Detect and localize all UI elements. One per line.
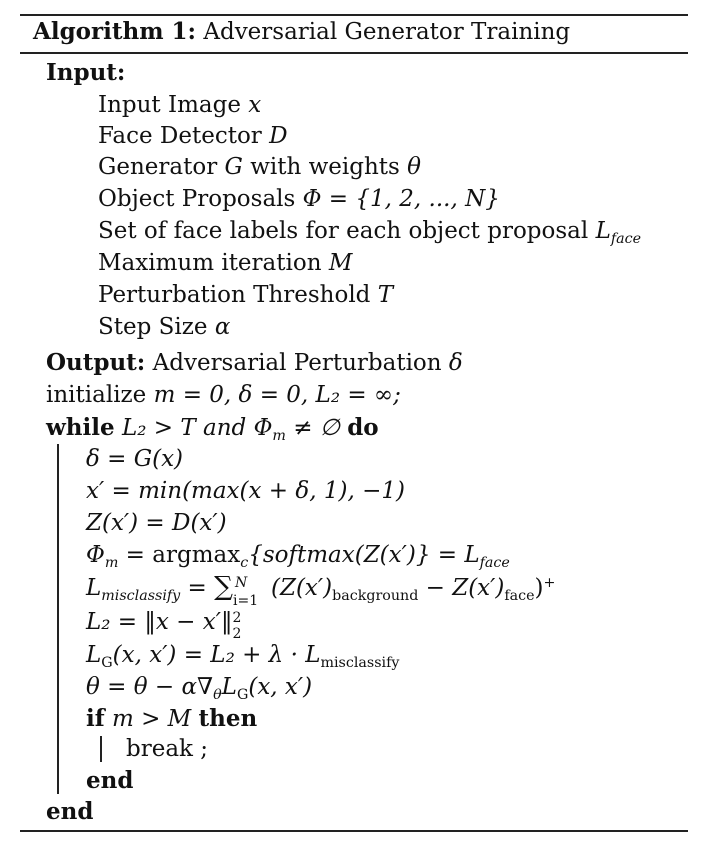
top-rule bbox=[20, 14, 688, 16]
input-item-image: Input Image x bbox=[98, 92, 262, 118]
step-l2-norm: L₂ = ‖x − x′‖ 2 2 bbox=[86, 609, 242, 642]
if-line: if m > M then bbox=[86, 705, 258, 732]
sum-limits: N i=1 bbox=[233, 575, 259, 609]
input-item-threshold: Perturbation Threshold T bbox=[98, 282, 394, 308]
if-block-bar bbox=[100, 736, 102, 762]
input-item-generator: Generator G with weights θ bbox=[98, 154, 422, 180]
step-update-weights: $\theta = \theta - \alpha\nabla_\theta L_G(x$, x′) bbox=[86, 674, 313, 703]
while-block-bar bbox=[57, 444, 59, 794]
initialize-line: initialize m = 0, δ = 0, L₂ = ∞; bbox=[46, 382, 401, 408]
while-line: while L₂ > T and $\Phi_m$ ≠ ∅ do bbox=[46, 414, 379, 444]
input-item-detector: Face Detector D bbox=[98, 123, 288, 149]
input-item-proposals: Object Proposals Φ = {1, 2, ..., N} bbox=[98, 186, 500, 212]
output-line: Output: Adversarial Perturbation δ bbox=[46, 349, 463, 376]
step-generator-loss: $L_G(x$, $x') = L_2 + \lambda \cdot L_{misclassify}$ bbox=[86, 642, 400, 671]
step-argmax: $\Phi_m$ = argmax$_c${softmax(Z(x′)} = $L_{face}$ bbox=[86, 542, 510, 571]
input-item-max-iteration: Maximum iteration M bbox=[98, 250, 353, 276]
break-statement: break ; bbox=[126, 736, 209, 762]
input-item-step-size: Step Size α bbox=[98, 314, 231, 340]
step-clip: x′ = min(max(x + δ, 1), −1) bbox=[86, 478, 405, 504]
bottom-rule bbox=[20, 830, 688, 832]
step-generate: δ = G(x) bbox=[86, 446, 184, 472]
end-while: end bbox=[46, 798, 94, 825]
input-item-face-labels: Set of face labels for each object proposal $L_{face}$ bbox=[98, 218, 642, 247]
input-label: Input: bbox=[46, 59, 126, 86]
step-misclassify: $L_{misclassify}$ = ∑ N i=1 $(Z(x')_{background} - Z(x')_{face})^+$ bbox=[86, 571, 556, 609]
algorithm-title bbox=[33, 18, 570, 45]
algorithm-name: Adversarial Generator Training bbox=[203, 19, 571, 45]
algorithm-label: Algorithm 1: bbox=[33, 18, 197, 45]
step-detect: Z(x′) = D(x′) bbox=[86, 510, 227, 536]
title-rule bbox=[20, 52, 688, 54]
end-if: end bbox=[86, 767, 134, 794]
